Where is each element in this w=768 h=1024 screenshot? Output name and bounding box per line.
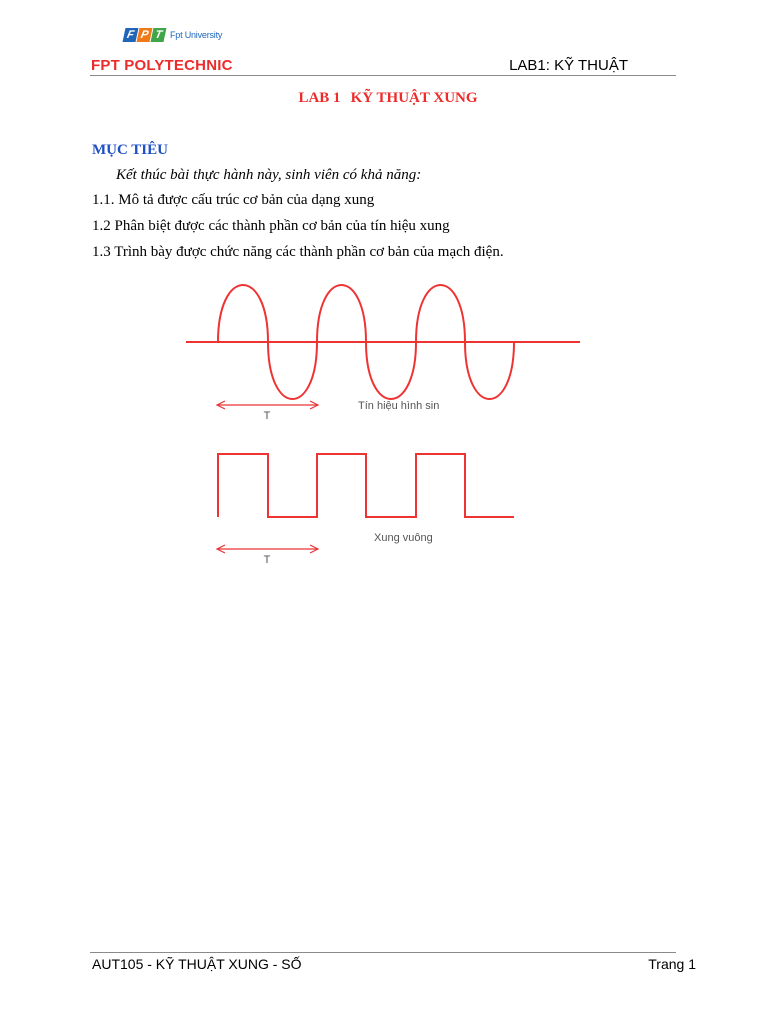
square-period-arrow: [217, 545, 318, 553]
section-heading: MỤC TIÊU: [92, 142, 168, 158]
header-divider: [90, 75, 676, 76]
title-lab-number: LAB 1: [298, 90, 341, 106]
title-subject: KỸ THUẬT XUNG: [350, 90, 478, 106]
header-lab-label: LAB1: KỸ THUẬT: [509, 57, 628, 74]
brand-name: FPT POLYTECHNIC: [91, 57, 233, 74]
logo-subtext: Fpt University: [170, 30, 223, 40]
logo-letter-t: T: [151, 28, 167, 42]
footer-divider: [90, 952, 676, 953]
waveform-figure: [180, 280, 590, 570]
logo-letter-f: F: [123, 28, 139, 42]
document-title: [0, 90, 768, 107]
square-period-label: T: [263, 554, 271, 566]
intro-text: Kết thúc bài thực hành này, sinh viên có khả năng:: [116, 167, 422, 183]
footer-course: AUT105 - KỸ THUẬT XUNG - SỐ: [92, 956, 302, 972]
fpt-logo: [124, 28, 222, 42]
objective-item: 1.3 Trình bày được chức năng các thành phần cơ bản của mạch điện.: [92, 244, 504, 260]
sine-period-label: T: [263, 410, 271, 422]
logo-mark: [124, 28, 166, 42]
square-wave: [218, 454, 514, 517]
objective-item: 1.2 Phân biệt được các thành phần cơ bản của tín hiệu xung: [92, 218, 450, 234]
square-wave-label: Xung vuông: [374, 532, 433, 544]
footer-page-number: Trang 1: [648, 956, 696, 972]
sine-wave-label: Tín hiệu hình sin: [358, 400, 440, 412]
objective-item: 1.1. Mô tả được cấu trúc cơ bản của dạng xung: [92, 192, 375, 208]
sine-period-arrow: [217, 401, 318, 409]
logo-letter-p: P: [137, 28, 153, 42]
